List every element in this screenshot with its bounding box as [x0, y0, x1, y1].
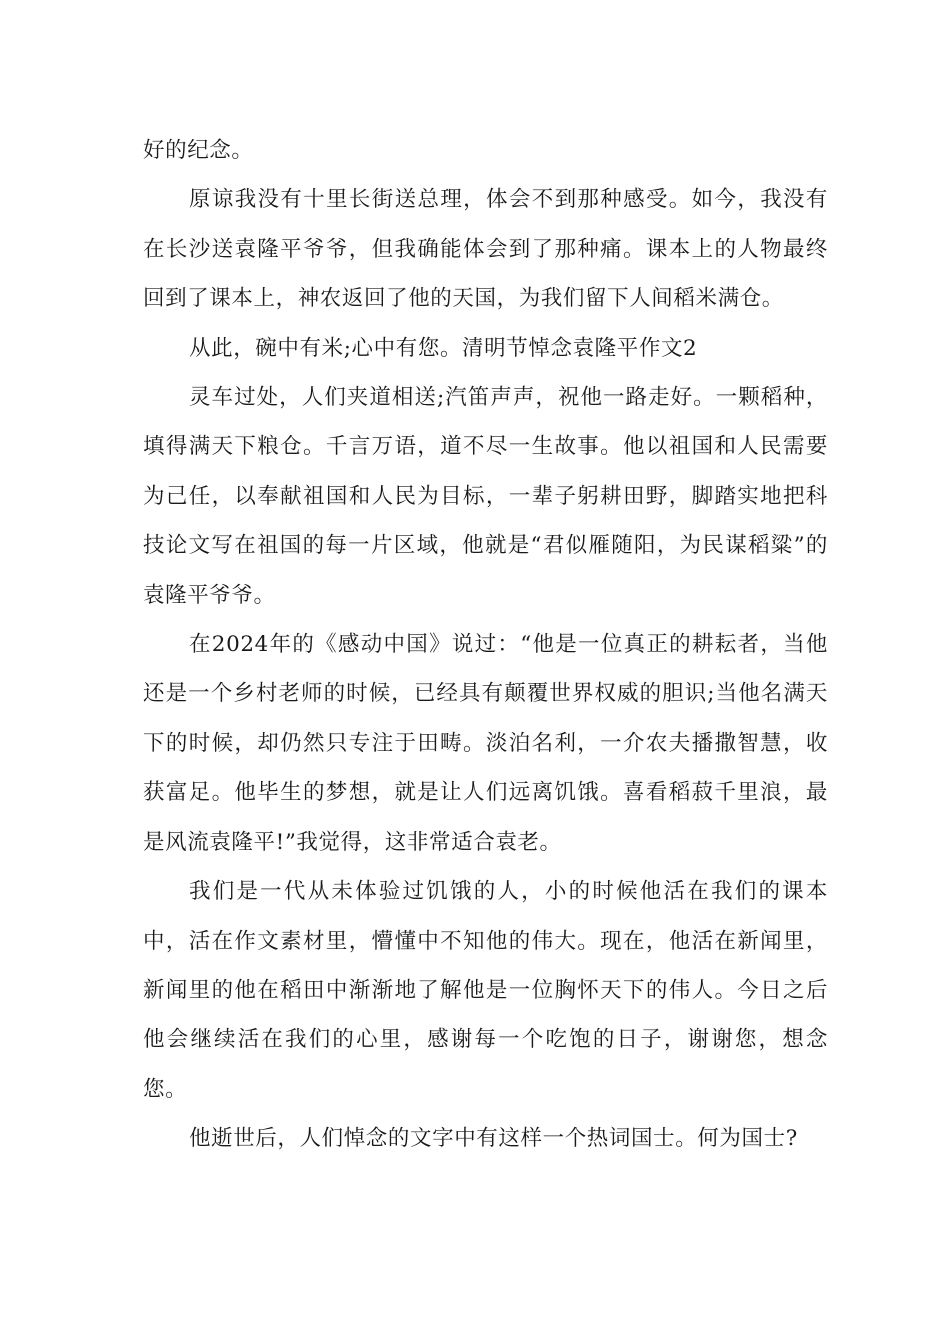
paragraph: 我们是一代从未体验过饥饿的人，小的时候他活在我们的课本中，活在作文素材里，懵懂中不知他的伟大。现在，他活在新闻里，新闻里的他在稻田中渐渐地了解他是一位胸怀天下的伟人。今日之后他会继续活在我们的心里，感谢每一个吃饱的日子，谢谢您，想念您。	[143, 879, 828, 1102]
document-body	[143, 126, 828, 1164]
paragraph: 从此，碗中有米;心中有您。清明节悼念袁隆平作文2	[189, 335, 698, 361]
paragraph: 灵车过处，人们夹道相送;汽笛声声，祝他一路走好。一颗稻种，填得满天下粮仓。千言万语，道不尽一生故事。他以祖国和人民需要为己任，以奉献祖国和人民为目标，一辈子躬耕田野，脚踏实地把科技论文写在祖国的每一片区域，他就是“君似雁随阳，为民谋稻粱”的袁隆平爷爷。	[143, 385, 828, 608]
paragraph: 原谅我没有十里长街送总理，体会不到那种感受。如今，我没有在长沙送袁隆平爷爷，但我确能体会到了那种痛。课本上的人物最终回到了课本上，神农返回了他的天国，为我们留下人间稻米满仓。	[143, 187, 828, 312]
paragraph-continued: 好的纪念。	[143, 138, 254, 163]
paragraph: 他逝世后，人们悼念的文字中有这样一个热词国士。何为国士?	[189, 1126, 798, 1152]
paragraph: 在2024年的《感动中国》说过：“他是一位真正的耕耘者，当他还是一个乡村老师的时候，已经具有颠覆世界权威的胆识;当他名满天下的时候，却仍然只专注于田畴。淡泊名利，一介农夫播撒智慧，收获富足。他毕生的梦想，就是让人们远离饥饿。喜看稻菽千里浪，最是风流袁隆平!”我觉得，这非常适合袁老。	[143, 632, 828, 855]
